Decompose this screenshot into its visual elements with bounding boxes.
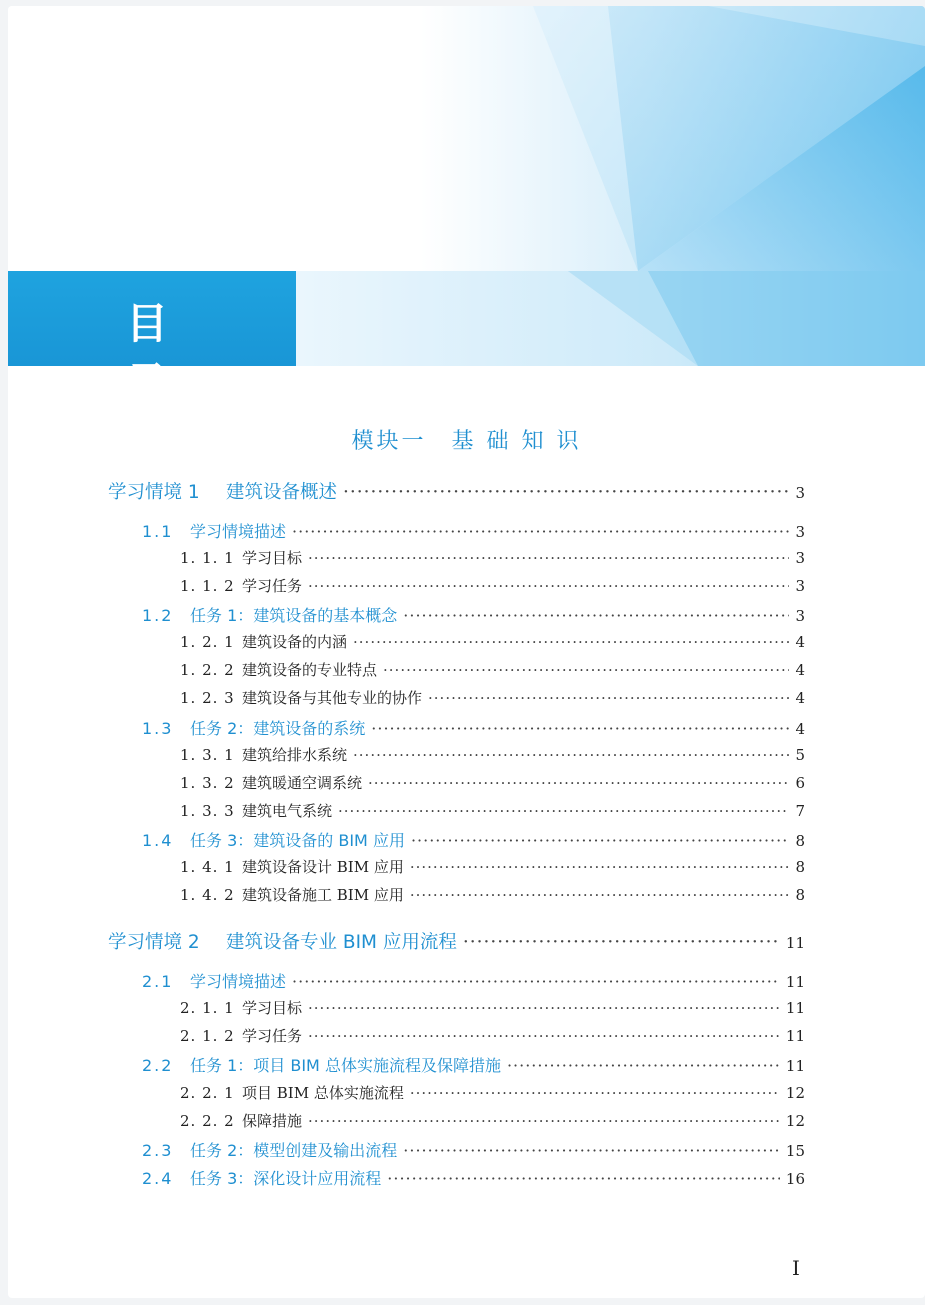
toc-entry-label: 学习情境描述 bbox=[190, 522, 287, 541]
toc-entry[interactable] bbox=[142, 969, 805, 992]
toc-entry-number: 2. 2. 1 bbox=[180, 1084, 235, 1102]
toc-entry[interactable] bbox=[180, 997, 805, 1018]
toc-entry-number: 1. 2. 2 bbox=[180, 661, 235, 679]
dot-leader bbox=[308, 577, 789, 595]
dot-leader bbox=[371, 719, 789, 738]
toc-entry-label: 建筑设备设计 BIM 应用 bbox=[242, 858, 404, 876]
toc-entry[interactable] bbox=[180, 1082, 805, 1103]
toc-entry-number: 学习情境 1 bbox=[108, 482, 200, 503]
toc-entry-label: 建筑设备概述 bbox=[226, 482, 338, 503]
toc-entry-label: 任务 3：深化设计应用流程 bbox=[190, 1169, 382, 1188]
toc-title-bar bbox=[8, 271, 296, 408]
toc-entry-number: 2. 2. 2 bbox=[180, 1112, 235, 1130]
dot-leader bbox=[507, 1056, 780, 1075]
toc-entry[interactable] bbox=[142, 828, 805, 851]
toc-entry-number: 1.3 bbox=[142, 719, 174, 738]
toc-entry-page: 4 bbox=[795, 661, 805, 679]
toc-entry-label: 任务 2：模型创建及输出流程 bbox=[190, 1141, 398, 1160]
dot-leader bbox=[463, 932, 780, 953]
toc-entry-number: 1. 2. 1 bbox=[180, 633, 235, 651]
toc-entry-label: 建筑设备与其他专业的协作 bbox=[242, 689, 423, 707]
document-page bbox=[8, 6, 925, 1298]
toc-entry-page: 11 bbox=[785, 1057, 805, 1075]
toc-entry-label: 建筑设备专业 BIM 应用流程 bbox=[226, 932, 457, 953]
toc-entry-number: 2.1 bbox=[142, 972, 174, 991]
toc-entry[interactable] bbox=[142, 716, 805, 739]
toc-entry-number: 2. 1. 2 bbox=[180, 1027, 235, 1045]
toc-entry[interactable] bbox=[180, 631, 805, 652]
page-folio: I bbox=[792, 1256, 800, 1280]
toc-entry[interactable] bbox=[180, 884, 805, 905]
dot-leader bbox=[353, 633, 789, 651]
dot-leader bbox=[428, 689, 789, 707]
toc-entry-label: 项目 BIM 总体实施流程 bbox=[242, 1084, 404, 1102]
toc-entry-label: 任务 1：建筑设备的基本概念 bbox=[190, 606, 398, 625]
dot-leader bbox=[292, 522, 789, 541]
dot-leader bbox=[383, 661, 789, 679]
toc-entry-page: 4 bbox=[795, 720, 805, 738]
toc-entry[interactable] bbox=[142, 1138, 805, 1161]
toc-entry-number: 2. 1. 1 bbox=[180, 999, 235, 1017]
toc-title: 目 录 bbox=[126, 299, 199, 408]
toc-entry-page: 11 bbox=[785, 1027, 805, 1045]
toc-entry-number: 2.4 bbox=[142, 1169, 174, 1188]
toc-entry-number: 学习情境 2 bbox=[108, 932, 200, 953]
toc-entry-number: 1. 1. 2 bbox=[180, 577, 235, 595]
dot-leader bbox=[308, 549, 789, 567]
toc-entry-page: 3 bbox=[795, 523, 805, 541]
dot-leader bbox=[410, 858, 790, 876]
toc-entry-page: 4 bbox=[795, 633, 805, 651]
toc-entry[interactable] bbox=[142, 1166, 805, 1189]
toc-entry-number: 2.3 bbox=[142, 1141, 174, 1160]
toc-entry[interactable] bbox=[180, 659, 805, 680]
toc-entry-number: 2.2 bbox=[142, 1056, 174, 1075]
toc-entry[interactable] bbox=[142, 603, 805, 626]
toc-entry-page: 6 bbox=[795, 774, 805, 792]
dot-leader bbox=[403, 1141, 780, 1160]
toc-entry-label: 建筑设备施工 BIM 应用 bbox=[242, 886, 404, 904]
toc-entry-number: 1. 3. 3 bbox=[180, 802, 235, 820]
toc-entry-page: 7 bbox=[795, 802, 805, 820]
toc-entry-page: 8 bbox=[795, 886, 805, 904]
toc-entry[interactable] bbox=[180, 547, 805, 568]
toc-entry-page: 4 bbox=[795, 689, 805, 707]
toc-entry-page: 12 bbox=[785, 1112, 805, 1130]
toc-entry-number: 1.2 bbox=[142, 606, 174, 625]
toc-entry[interactable] bbox=[180, 856, 805, 877]
dot-leader bbox=[353, 746, 789, 764]
toc-entry-number: 1. 4. 1 bbox=[180, 858, 235, 876]
dot-leader bbox=[387, 1169, 780, 1188]
toc-entry-page: 15 bbox=[785, 1142, 805, 1160]
toc-entry-label: 任务 1：项目 BIM 总体实施流程及保障措施 bbox=[190, 1056, 501, 1075]
toc-entry-page: 3 bbox=[795, 577, 805, 595]
toc-entry-label: 学习目标 bbox=[242, 549, 303, 567]
toc-entry-page: 3 bbox=[795, 607, 805, 625]
toc-entry[interactable] bbox=[180, 575, 805, 596]
toc-entry-label: 建筑给排水系统 bbox=[242, 746, 348, 764]
toc-entry-page: 16 bbox=[785, 1170, 805, 1188]
dot-leader bbox=[410, 1084, 780, 1102]
dot-leader bbox=[368, 774, 789, 792]
toc-entry[interactable] bbox=[180, 1025, 805, 1046]
dot-leader bbox=[403, 606, 789, 625]
toc-entry-label: 学习任务 bbox=[242, 577, 303, 595]
toc-entry[interactable] bbox=[180, 687, 805, 708]
toc-entry-number: 1. 1. 1 bbox=[180, 549, 235, 567]
toc-entry[interactable] bbox=[108, 478, 805, 504]
toc-entry-page: 11 bbox=[785, 934, 805, 952]
toc-entry-page: 3 bbox=[795, 549, 805, 567]
toc-entry-label: 学习目标 bbox=[242, 999, 303, 1017]
dot-leader bbox=[292, 972, 780, 991]
dot-leader bbox=[308, 999, 780, 1017]
toc-entry-page: 5 bbox=[795, 746, 805, 764]
toc-entry-label: 学习任务 bbox=[242, 1027, 303, 1045]
toc-entry-page: 8 bbox=[795, 832, 805, 850]
toc-entry-label: 建筑设备的专业特点 bbox=[242, 661, 378, 679]
toc-entry-page: 11 bbox=[785, 973, 805, 991]
toc-entry-number: 1. 2. 3 bbox=[180, 689, 235, 707]
toc-entry-label: 学习情境描述 bbox=[190, 972, 287, 991]
toc-entry[interactable] bbox=[142, 1053, 805, 1076]
toc-entry-page: 8 bbox=[795, 858, 805, 876]
toc-entry-label: 保障措施 bbox=[242, 1112, 303, 1130]
toc-entry-label: 任务 2：建筑设备的系统 bbox=[190, 719, 366, 738]
toc-entry-label: 建筑暖通空调系统 bbox=[242, 774, 363, 792]
toc-entry[interactable] bbox=[108, 928, 805, 954]
toc-entry-number: 1. 3. 2 bbox=[180, 774, 235, 792]
toc-entry[interactable] bbox=[180, 744, 805, 765]
toc-entry-label: 建筑设备的内涵 bbox=[242, 633, 348, 651]
toc-entry-number: 1. 3. 1 bbox=[180, 746, 235, 764]
dot-leader bbox=[411, 831, 790, 850]
toc-entry-page: 3 bbox=[795, 484, 805, 502]
toc-entry[interactable] bbox=[180, 772, 805, 793]
dot-leader bbox=[338, 802, 789, 820]
toc-entry[interactable] bbox=[142, 519, 805, 542]
toc-entry-label: 建筑电气系统 bbox=[242, 802, 333, 820]
toc-entry[interactable] bbox=[180, 1110, 805, 1131]
module-heading: 模块一 基 础 知 识 bbox=[351, 429, 582, 454]
toc-entry[interactable] bbox=[180, 800, 805, 821]
dot-leader bbox=[343, 482, 789, 503]
toc-entry-page: 12 bbox=[785, 1084, 805, 1102]
toc-entry-page: 11 bbox=[785, 999, 805, 1017]
toc-entry-number: 1.4 bbox=[142, 831, 174, 850]
toc-entry-label: 任务 3：建筑设备的 BIM 应用 bbox=[190, 831, 405, 850]
dot-leader bbox=[308, 1027, 780, 1045]
dot-leader bbox=[308, 1112, 780, 1130]
dot-leader bbox=[410, 886, 790, 904]
toc-entry-number: 1. 4. 2 bbox=[180, 886, 235, 904]
toc-entry-number: 1.1 bbox=[142, 522, 174, 541]
